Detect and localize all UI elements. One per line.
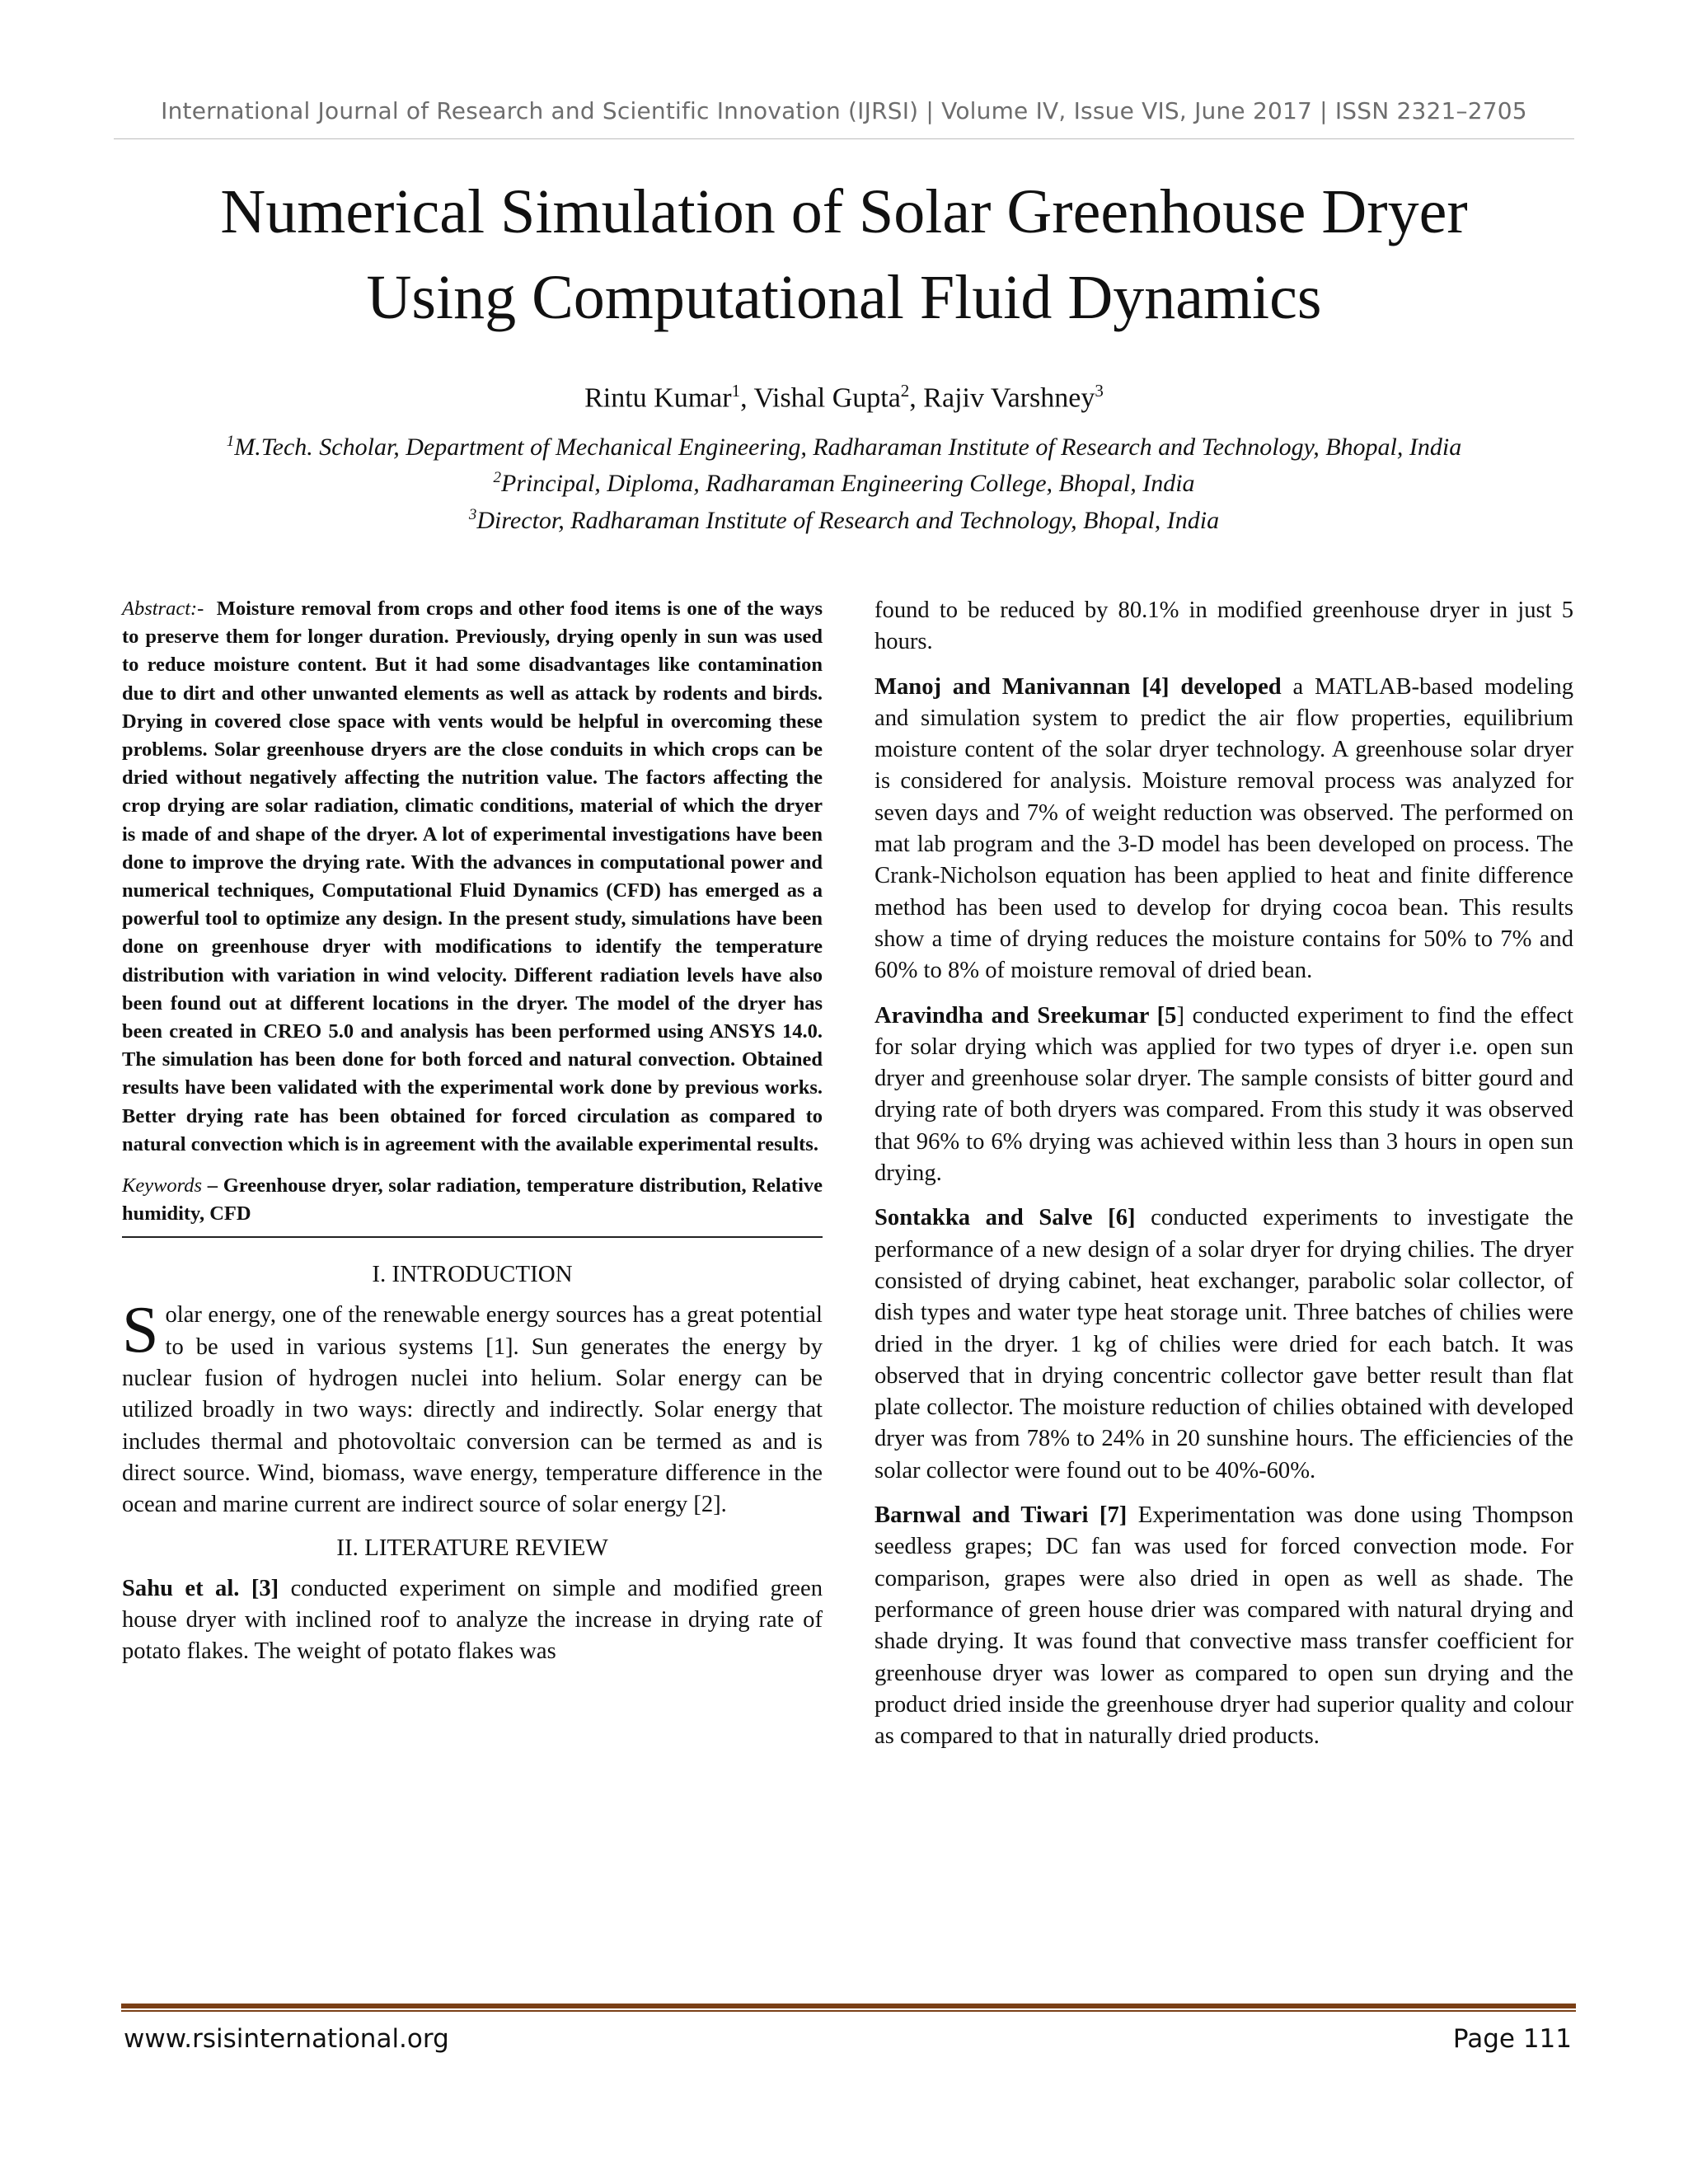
- intro-text: olar energy, one of the renewable energy sources has a great potential to be used in various systems [1]. Sun generates the energy by nuclear fusion of hydrogen nuclei into helium. Solar energy can be utilized broadly in two ways: directly and indirectly. Solar energy that includes thermal and photovoltaic conversion can be termed as and is direct source. Wind, biomass, wave energy, temperature difference in the ocean and marine current are indirect source of solar energy [2].: [122, 1302, 823, 1518]
- affiliation-3-text: Director, Radharaman Institute of Research and Technology, Bhopal, India: [476, 507, 1220, 534]
- paragraph-aravindha: [874, 1001, 1573, 1190]
- paper-title: [114, 169, 1574, 340]
- footer-website: www.rsisinternational.org: [124, 2024, 449, 2054]
- author-list: [114, 381, 1574, 414]
- paragraph-sontakka-cite: Sontakka and Salve [6]: [874, 1205, 1136, 1231]
- keywords: [122, 1172, 823, 1238]
- affiliation-3-sup: 3: [468, 506, 477, 523]
- footer-divider-thick: [121, 2004, 1576, 2008]
- affiliation-3: [114, 506, 1574, 535]
- paragraph-aravindha-cite: Aravindha and Sreekumar [5: [874, 1002, 1177, 1029]
- author-1: Rintu Kumar: [584, 382, 732, 414]
- affiliation-1: [114, 433, 1574, 462]
- author-1-sup: 1: [731, 381, 741, 401]
- header-divider: [114, 138, 1574, 139]
- left-column: [122, 595, 823, 1680]
- journal-header: International Journal of Research and Scientific Innovation (IJRSI) | Volume IV, Issue VIS, June 2017 | ISSN 2321–2705: [161, 97, 1527, 124]
- footer-divider-thin: [121, 2010, 1576, 2012]
- keywords-text: – Greenhouse dryer, solar radiation, temperature distribution, Relative humidity, CFD: [122, 1174, 823, 1226]
- keywords-label: Keywords: [122, 1174, 203, 1197]
- paragraph-manoj: [874, 672, 1573, 987]
- affiliation-2-text: Principal, Diploma, Radharaman Engineering College, Bhopal, India: [500, 470, 1195, 497]
- title-line-1: Numerical Simulation of Solar Greenhouse Dryer: [220, 177, 1468, 246]
- affiliation-1-text: M.Tech. Scholar, Department of Mechanical Engineering, Radharaman Institute of Research and Technology, Bhopal, India: [234, 434, 1462, 461]
- author-3-sup: 3: [1095, 381, 1104, 401]
- paragraph-manoj-text: a MATLAB-based modeling and simulation system to predict the air flow properties, equilibrium moisture content of the solar dryer technology. A greenhouse solar dryer is considered for analysis. Moisture removal process was analyzed for seven days and 7% of weight reduction was observed. The performed on mat lab program and the 3-D model has been developed on process. The Crank-Nicholson equation has been applied to heat and finite difference method has been used to develop for drying cocoa bean. This results show a time of drying reduces the moisture contains for 50% to 7% and 60% to 8% of moisture removal of dried bean.: [874, 673, 1573, 984]
- paragraph-manoj-cite: Manoj and Manivannan [4] developed: [874, 673, 1282, 700]
- paragraph-sontakka: [874, 1202, 1573, 1487]
- paragraph-aravindha-text: ] conducted experiment to find the effect for solar drying which was applied for two types of dryer i.e. open sun dryer and greenhouse solar dryer. The sample consists of bitter gourd and drying rate of both dryers was compared. From this study it was observed that 96% to 6% drying was achieved within less than 3 hours in open sun drying.: [874, 1002, 1573, 1187]
- paragraph-barnwal-cite: Barnwal and Tiwari [7]: [874, 1502, 1128, 1529]
- dropcap: S: [122, 1294, 159, 1367]
- literature-p1-text: conducted experiment on simple and modified green house dryer with inclined roof to analyze the increase in drying rate of potato flakes. The weight of potato flakes was: [122, 1575, 823, 1665]
- title-line-2: Using Computational Fluid Dynamics: [366, 263, 1322, 332]
- literature-p1-cite: Sahu et al. [3]: [122, 1575, 279, 1601]
- abstract: [122, 595, 823, 1159]
- author-2: , Vishal Gupta: [740, 382, 901, 414]
- paragraph-barnwal-text: Experimentation was done using Thompson seedless grapes; DC fan was used for forced convection mode. For comparison, grapes were also dried in open as well as shade. The performance of green house drier was compared with natural drying and shade drying. It was found that convective mass transfer coefficient for greenhouse dryer was lower as compared to open sun drying and the product dried inside the greenhouse dryer had superior quality and colour as compared to that in naturally dried products.: [874, 1502, 1574, 1750]
- literature-paragraph-1: [122, 1573, 823, 1668]
- author-3: , Rajiv Varshney: [909, 382, 1095, 414]
- right-column: [874, 595, 1573, 1765]
- affiliation-2-sup: 2: [493, 469, 501, 486]
- literature-heading: II. LITERATURE REVIEW: [336, 1534, 608, 1561]
- paragraph-barnwal: [874, 1500, 1573, 1752]
- abstract-text: Moisture removal from crops and other food items is one of the ways to preserve them for longer duration. Previously, drying openly in sun was used to reduce moisture content. But it had some disadvantages like contamination due to dirt and other unwanted elements as well as attack by rodents and birds. Drying in covered close space with vents would be helpful in overcoming these problems. Solar greenhouse dryers are the close conduits in which crops can be dried without negatively affecting the nutrition value. The factors affecting the crop drying are solar radiation, climatic conditions, material of which the dryer is made of and shape of the dryer. A lot of experimental investigations have been done to improve the drying rate. With the advances in computational power and numerical techniques, Computational Fluid Dynamics (CFD) has emerged as a powerful tool to optimize any design. In the present study, simulations have been done on greenhouse dryer with modifications to identify the temperature distribution with variation in wind velocity. Different radiation levels have also been found out at different locations in the dryer. The model of the dryer has been created in CREO 5.0 and analysis has been performed using ANSYS 14.0. The simulation has been done for both forced and natural convection. Obtained results have been validated with the experimental work done by previous works. Better drying rate has been obtained for forced circulation as compared to natural convection which is in agreement with the available experimental results.: [122, 598, 823, 1155]
- affiliation-1-sup: 1: [226, 433, 235, 450]
- abstract-label: Abstract:-: [122, 598, 204, 620]
- paragraph-sontakka-text: conducted experiments to investigate the performance of a new design of a solar dryer for drying chilies. The dryer consisted of drying cabinet, heat exchanger, parabolic solar collector, of dish types and water type heat storage unit. Three batches of chilies were dried in the dryer. 1 kg of chilies were dried for each batch. It was observed that in drying concentric collector gave better result than flat plate collector. The moisture reduction of chilies obtained with developed dryer was from 78% to 24% in 20 sunshine hours. The efficiencies of the solar collector were found out to be 40%-60%.: [874, 1205, 1573, 1483]
- affiliation-2: [114, 469, 1574, 498]
- continued-paragraph: found to be reduced by 80.1% in modified greenhouse dryer in just 5 hours.: [874, 598, 1573, 655]
- intro-paragraph: [122, 1294, 823, 1521]
- author-2-sup: 2: [900, 381, 910, 401]
- footer-page-number: Page 111: [1452, 2024, 1572, 2054]
- intro-heading: I. INTRODUCTION: [372, 1261, 573, 1288]
